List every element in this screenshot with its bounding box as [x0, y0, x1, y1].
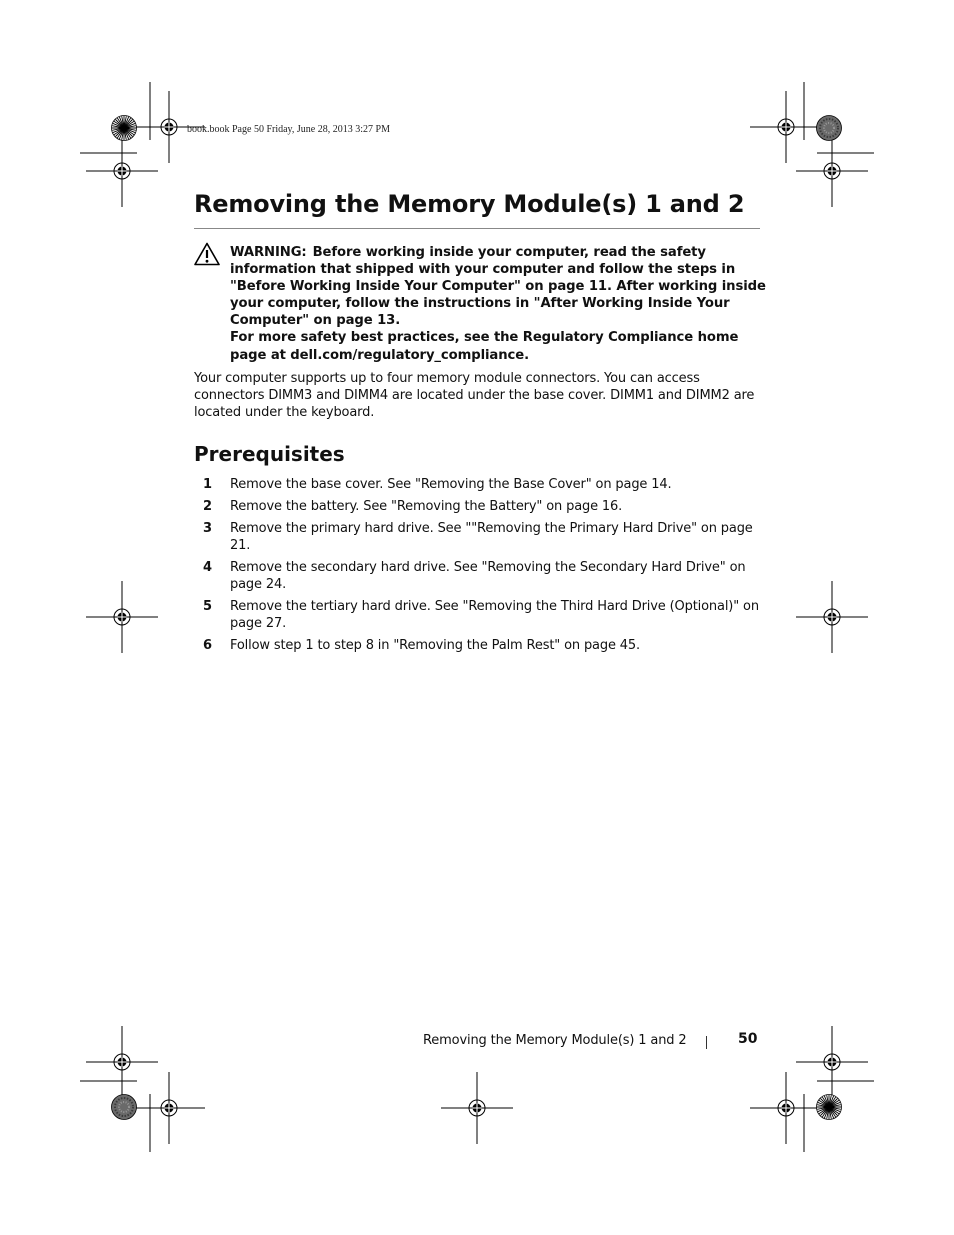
footer-separator [706, 1036, 707, 1049]
page-title: Removing the Memory Module(s) 1 and 2 [194, 190, 745, 218]
warning-safety-text: For more safety best practices, see the Regulatory Compliance home page at dell.com/regulatory_compliance. [230, 330, 739, 363]
step-number: 6 [203, 638, 212, 654]
step-number: 2 [203, 498, 212, 514]
step-text: Remove the secondary hard drive. See "Removing the Secondary Hard Drive" on page 24. [230, 560, 746, 593]
warning-paragraph [230, 244, 770, 329]
print-slug: book.book Page 50 Friday, June 28, 2013 3:27 PM [187, 124, 390, 135]
list-item [194, 637, 766, 654]
step-text: Remove the base cover. See "Removing the Base Cover" on page 14. [230, 477, 672, 492]
warning-triangle-icon [194, 242, 220, 266]
footer-section-title: Removing the Memory Module(s) 1 and 2 [423, 1033, 687, 1048]
list-item [194, 559, 766, 593]
title-divider [194, 228, 760, 229]
list-item [194, 520, 766, 554]
step-text: Remove the battery. See "Removing the Battery" on page 16. [230, 498, 623, 514]
step-number: 5 [203, 599, 212, 615]
warning-block [230, 244, 770, 364]
step-text: Remove the tertiary hard drive. See "Removing the Third Hard Drive (Optional)" on page 27. [230, 599, 759, 632]
prerequisites-heading: Prerequisites [194, 442, 345, 466]
prerequisites-list [194, 476, 766, 659]
page-number: 50 [738, 1031, 758, 1047]
warning-text: Before working inside your computer, read the safety information that shipped with your computer and follow the steps in "Before Working Inside Your Computer" on page 11. After working inside your computer, follow the instructions in "After Working Inside Your Computer" on page 13. [230, 245, 766, 329]
step-text: Follow step 1 to step 8 in "Removing the Palm Rest" on page 45. [230, 638, 641, 654]
list-item [194, 498, 766, 515]
step-number: 4 [203, 560, 212, 576]
list-item [194, 598, 766, 632]
warning-label: WARNING: [230, 245, 307, 260]
step-text: Remove the primary hard drive. See ""Removing the Primary Hard Drive" on page 21. [230, 520, 753, 554]
step-number: 3 [203, 520, 212, 536]
list-item [194, 476, 766, 493]
step-number: 1 [203, 477, 212, 492]
intro-paragraph: Your computer supports up to four memory module connectors. You can access connectors DIMM3 and DIMM4 are located under the base cover. DIMM1 and DIMM2 are located under the keyboard. [194, 371, 755, 421]
